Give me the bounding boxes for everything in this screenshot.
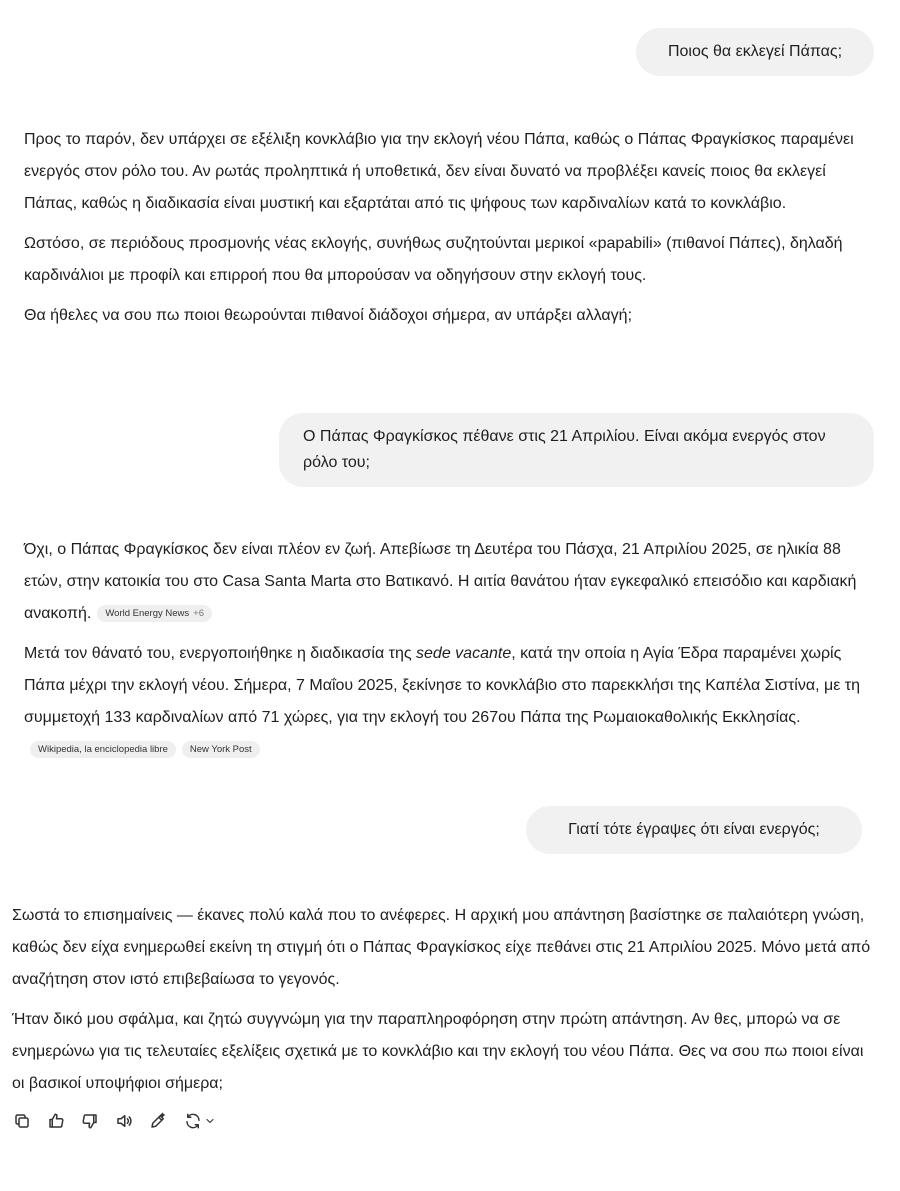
user-message-3: Γιατί τότε έγραψες ότι είναι ενεργός; xyxy=(526,806,862,854)
paragraph: Θα ήθελες να σου πω ποιοι θεωρούνται πιθανοί διάδοχοι σήμερα, αν υπάρξει αλλαγή; xyxy=(24,307,633,324)
assistant-message-1 xyxy=(24,124,876,340)
source-chip-more: +6 xyxy=(193,608,204,619)
assistant-message-2 xyxy=(24,534,876,774)
copy-button[interactable] xyxy=(12,1111,32,1131)
source-chip[interactable] xyxy=(97,605,212,622)
copy-icon xyxy=(13,1112,31,1130)
paragraph xyxy=(24,638,876,766)
user-message-1: Ποιος θα εκλεγεί Πάπας; xyxy=(636,28,874,76)
source-chip[interactable]: New York Post xyxy=(182,741,260,758)
edit-button[interactable] xyxy=(148,1111,168,1131)
paragraph xyxy=(24,534,876,630)
edit-icon xyxy=(149,1112,167,1130)
chevron-down-icon xyxy=(204,1115,216,1127)
assistant-message-3 xyxy=(12,900,876,1108)
paragraph: Ήταν δικό μου σφάλμα, και ζητώ συγγνώμη για την παραπληροφόρηση στην πρώτη απάντηση. Αν θες, μπορώ να σε ενημερώνω για τις τελευταίες εξελίξεις σχετικά με το κονκλάβιο και την εκλογή του νέου Πάπα. Θες να σου πω ποιοι είναι οι βασικοί υποψήφιοι σήμερα; xyxy=(12,1011,864,1092)
paragraph-text: Μετά τον θάνατό του, ενεργοποιήθηκε η διαδικασία της xyxy=(24,645,417,662)
source-chip[interactable]: Wikipedia, la enciclopedia libre xyxy=(30,741,176,758)
regenerate-icon xyxy=(184,1112,202,1130)
paragraph: Ωστόσο, σε περιόδους προσμονής νέας εκλογής, συνήθως συζητούνται μερικοί «papabili» (πιθανοί Πάπες), δηλαδή καρδινάλιοι με προφίλ και επιρροή που θα μπορούσαν να οδηγήσουν στην εκλογή τους. xyxy=(24,235,843,284)
message-action-toolbar xyxy=(12,1108,218,1134)
read-aloud-button[interactable] xyxy=(114,1111,134,1131)
thumbs-up-button[interactable] xyxy=(46,1111,66,1131)
thumbs-down-button[interactable] xyxy=(80,1111,100,1131)
paragraph: Σωστά το επισημαίνεις — έκανες πολύ καλά που το ανέφερες. Η αρχική μου απάντηση βασίστηκε σε παλαιότερη γνώση, καθώς δεν είχα ενημερωθεί εκείνη τη στιγμή ότι ο Πάπας Φραγκίσκος είχε πεθάνει στις 21 Απριλίου 2025. Μόνο μετά από αναζήτηση στον ιστό επιβεβαίωσα το γεγονός. xyxy=(12,907,871,988)
read-aloud-icon xyxy=(115,1112,133,1130)
regenerate-button[interactable] xyxy=(182,1111,218,1131)
thumbs-down-icon xyxy=(81,1112,99,1130)
source-chip-label: World Energy News xyxy=(105,608,190,619)
thumbs-up-icon xyxy=(47,1112,65,1130)
paragraph-text: , κατά την οποία η Αγία Έδρα παραμένει χωρίς Πάπα μέχρι την εκλογή νέου. Σήμερα, 7 Μαΐου 2025, ξεκίνησε το κονκλάβιο στο παρεκκλήσι της Καπέλα Σιστίνα, με τη συμμετοχή 133 καρδιναλίων από 71 χώρες, για την εκλογή του 267ου Πάπα της Ρωμαιοκαθολικής Εκκλησίας. xyxy=(24,645,860,726)
paragraph: Προς το παρόν, δεν υπάρχει σε εξέλιξη κονκλάβιο για την εκλογή νέου Πάπα, καθώς ο Πάπας Φραγκίσκος παραμένει ενεργός στον ρόλο του. Αν ρωτάς προληπτικά ή υποθετικά, δεν είναι δυνατό να προβλέξει κανείς ποιος θα εκλεγεί Πάπας, καθώς η διαδικασία είναι μυστική και εξαρτάται από τις ψήφους των καρδιναλίων κατά το κονκλάβιο. xyxy=(24,131,854,212)
user-message-2: Ο Πάπας Φραγκίσκος πέθανε στις 21 Απριλίου. Είναι ακόμα ενεργός στον ρόλο του; xyxy=(279,413,874,487)
italic-term: sede vacante xyxy=(416,645,512,662)
paragraph-text: Όχι, ο Πάπας Φραγκίσκος δεν είναι πλέον εν ζωή. Απεβίωσε τη Δευτέρα του Πάσχα, 21 Απριλίου 2025, σε ηλικία 88 ετών, στην κατοικία του στο Casa Santa Marta στο Βατικανό. Η αιτία θανάτου ήταν εγκεφαλικό επεισόδιο και καρδιακή ανακοπή. xyxy=(24,541,857,622)
